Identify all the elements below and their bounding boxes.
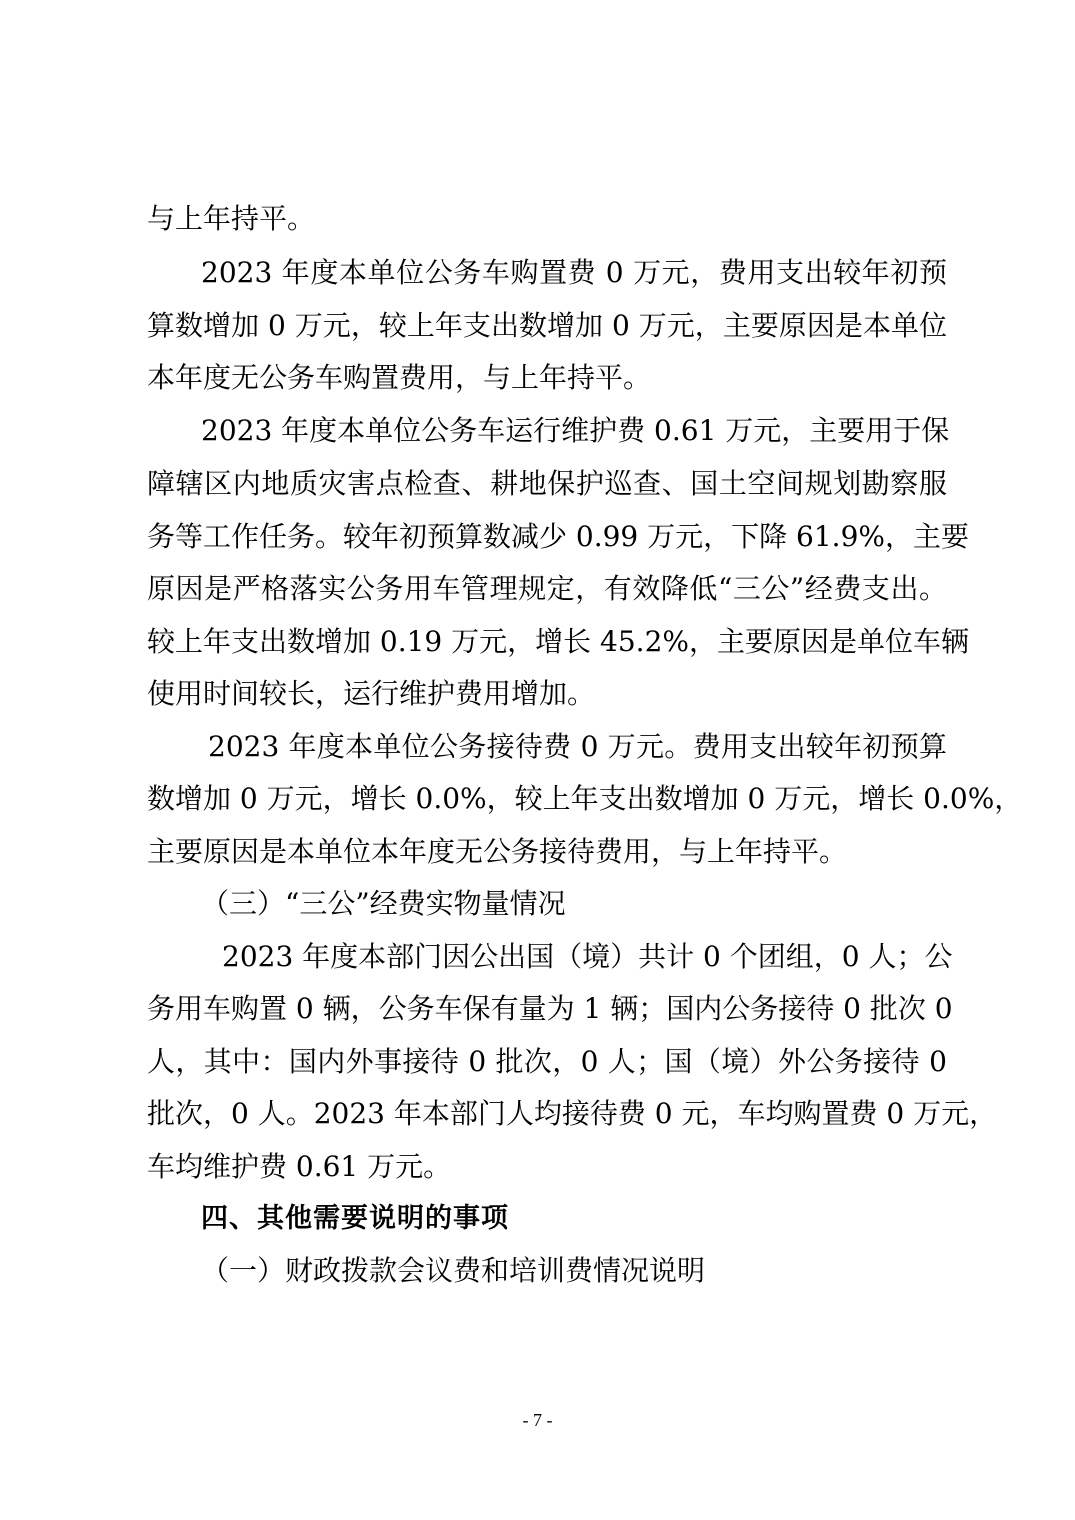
paragraph-line: 务用车购置 0 辆，公务车保有量为 1 辆；国内公务接待 0 批次 0: [147, 992, 953, 1025]
paragraph-line: 主要原因是本单位本年度无公务接待费用，与上年持平。: [147, 835, 848, 868]
paragraph-line: 与上年持平。: [147, 202, 316, 235]
paragraph-line: 2023 年度本单位公务接待费 0 万元。费用支出较年初预算: [208, 730, 947, 763]
paragraph-line: 算数增加 0 万元，较上年支出数增加 0 万元，主要原因是本单位: [147, 309, 947, 342]
paragraph-line: 2023 年度本单位公务车购置费 0 万元，费用支出较年初预: [201, 256, 947, 289]
paragraph-line: 较上年支出数增加 0.19 万元，增长 45.2%，主要原因是单位车辆: [147, 625, 969, 658]
paragraph-line: 批次，0 人。2023 年本部门人均接待费 0 元，车均购置费 0 万元，: [147, 1097, 998, 1130]
paragraph-line: 本年度无公务车购置费用，与上年持平。: [147, 361, 652, 394]
section-heading: 四、其他需要说明的事项: [201, 1203, 509, 1234]
paragraph-line: 2023 年度本部门因公出国（境）共计 0 个团组，0 人；公: [222, 940, 953, 973]
paragraph-line: 使用时间较长，运行维护费用增加。: [147, 677, 596, 710]
section-subheading: （三）“三公”经费实物量情况: [201, 887, 566, 920]
paragraph-line: 数增加 0 万元，增长 0.0%，较上年支出数增加 0 万元，增长 0.0%，: [147, 782, 1023, 815]
page-number: - 7 -: [522, 1410, 553, 1430]
paragraph-line: 务等工作任务。较年初预算数减少 0.99 万元，下降 61.9%，主要: [147, 520, 969, 553]
section-subheading: （一）财政拨款会议费和培训费情况说明: [201, 1254, 706, 1287]
paragraph-line: 障辖区内地质灾害点检查、耕地保护巡查、国土空间规划勘察服: [147, 467, 947, 500]
paragraph-line: 车均维护费 0.61 万元。: [147, 1150, 452, 1183]
paragraph-line: 2023 年度本单位公务车运行维护费 0.61 万元，主要用于保: [201, 414, 950, 447]
paragraph-line: 原因是严格落实公务用车管理规定，有效降低“三公”经费支出。: [147, 572, 947, 605]
paragraph-line: 人，其中：国内外事接待 0 批次，0 人；国（境）外公务接待 0: [147, 1045, 947, 1078]
